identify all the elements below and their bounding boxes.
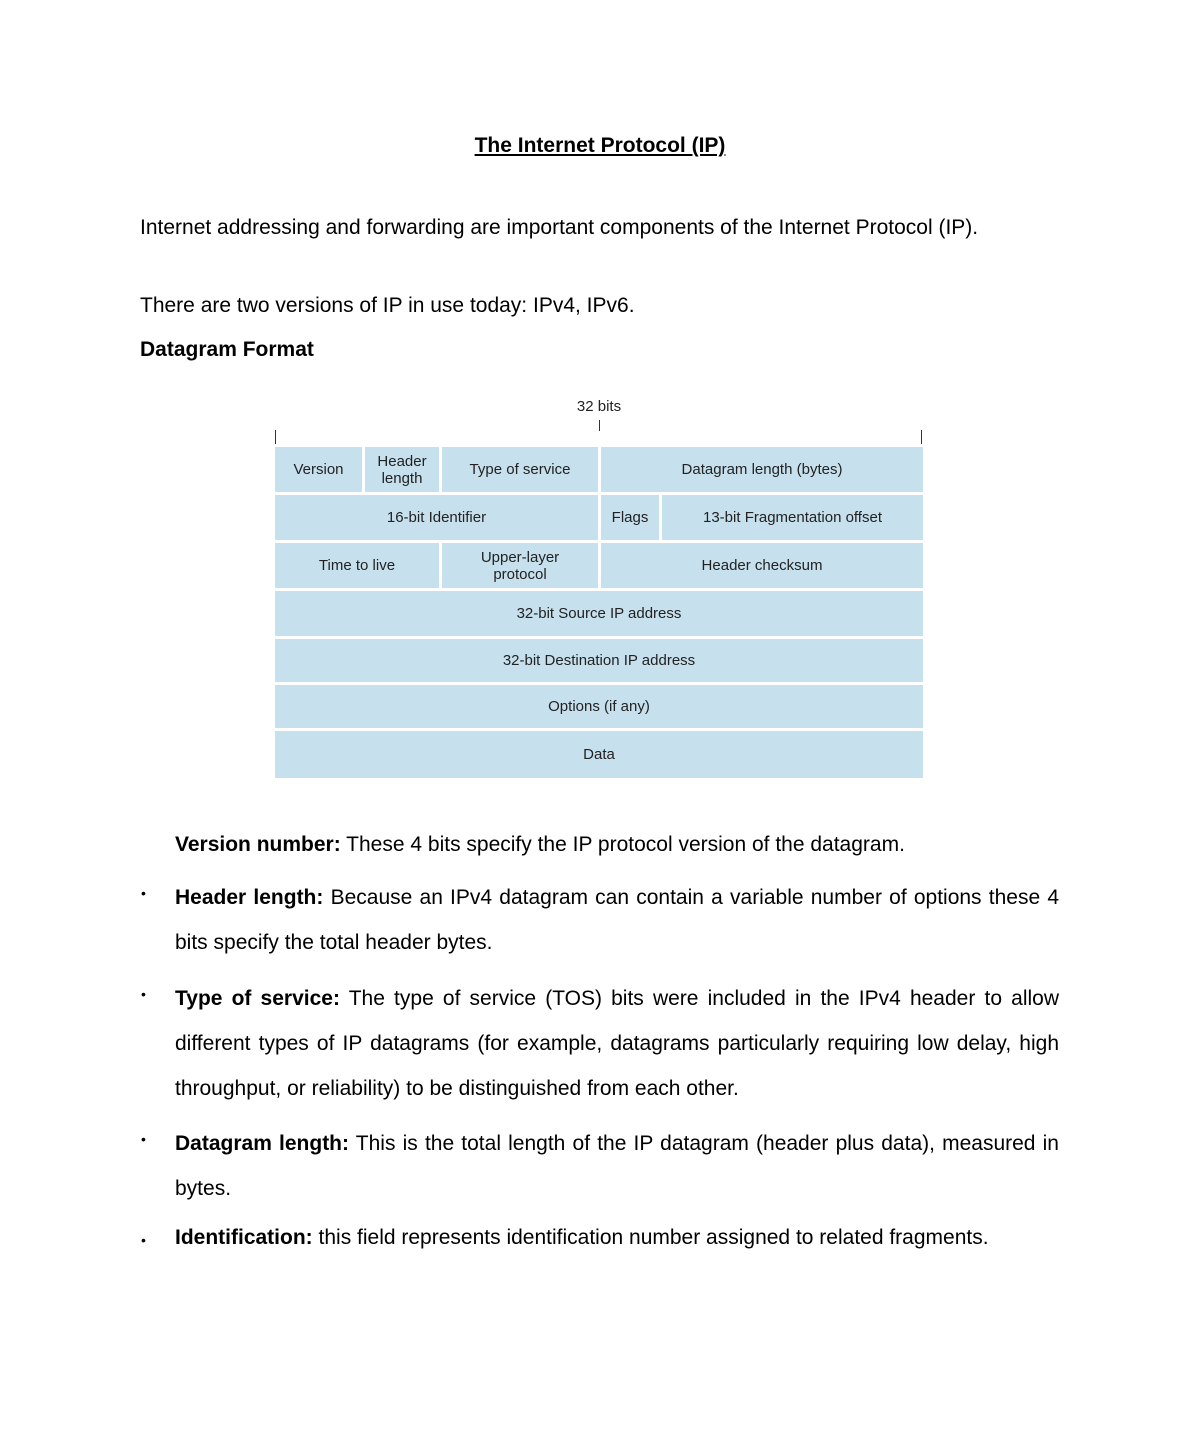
item-label: Version number: <box>175 833 341 856</box>
field-time-to-live: Time to live <box>275 543 439 588</box>
item-text: this field represents identification number assigned to related fragments. <box>318 1226 989 1249</box>
field-options: Options (if any) <box>275 685 923 728</box>
list-item <box>175 1121 1059 1211</box>
bullet-icon: • <box>141 986 146 1002</box>
bits-width-label: 32 bits <box>576 398 622 415</box>
field-datagram-length: Datagram length (bytes) <box>601 447 923 492</box>
width-tick-mid <box>599 420 600 431</box>
field-version: Version <box>275 447 362 492</box>
item-label: Identification: <box>175 1226 313 1249</box>
item-text: This is the total length of the IP datagram (header plus data), measured in bytes. <box>175 1132 1059 1200</box>
field-upper-layer-protocol: Upper-layer protocol <box>442 543 598 588</box>
field-type-of-service: Type of service <box>442 447 598 492</box>
field-source-ip: 32-bit Source IP address <box>275 591 923 636</box>
field-data: Data <box>275 731 923 778</box>
field-header-length: Header length <box>365 447 439 492</box>
item-text: Because an IPv4 datagram can contain a variable number of options these 4 bits specify the total header bytes. <box>175 886 1059 954</box>
field-fragment-offset: 13-bit Fragmentation offset <box>662 495 923 540</box>
list-item <box>175 875 1059 965</box>
page-title: The Internet Protocol (IP) <box>474 134 726 157</box>
field-header-checksum: Header checksum <box>601 543 923 588</box>
section-heading: Datagram Format <box>140 338 314 361</box>
item-label: Datagram length: <box>175 1132 350 1155</box>
width-tick-left <box>275 430 276 444</box>
item-text: The type of service (TOS) bits were included in the IPv4 header to allow different types of IP datagrams (for example, datagrams particularly requiring low delay, high throughput, or reliability) to be distinguished from each other. <box>175 987 1059 1100</box>
list-item <box>175 1222 1059 1254</box>
item-label: Type of service: <box>175 987 340 1010</box>
ip-datagram-diagram <box>275 395 923 779</box>
item-text: These 4 bits specify the IP protocol version of the datagram. <box>346 833 905 856</box>
field-identifier: 16-bit Identifier <box>275 495 598 540</box>
field-flags: Flags <box>601 495 659 540</box>
list-item <box>175 822 1059 867</box>
field-destination-ip: 32-bit Destination IP address <box>275 639 923 682</box>
intro-paragraph: Internet addressing and forwarding are important components of the Internet Protocol (IP). <box>140 216 979 239</box>
bullet-icon: • <box>141 885 146 901</box>
width-tick-right <box>921 430 922 444</box>
list-item <box>175 976 1059 1111</box>
versions-paragraph: There are two versions of IP in use today: IPv4, IPv6. <box>140 294 635 317</box>
bullet-icon: • <box>141 1232 146 1248</box>
bullet-icon: • <box>141 1131 146 1147</box>
item-label: Header length: <box>175 886 324 909</box>
